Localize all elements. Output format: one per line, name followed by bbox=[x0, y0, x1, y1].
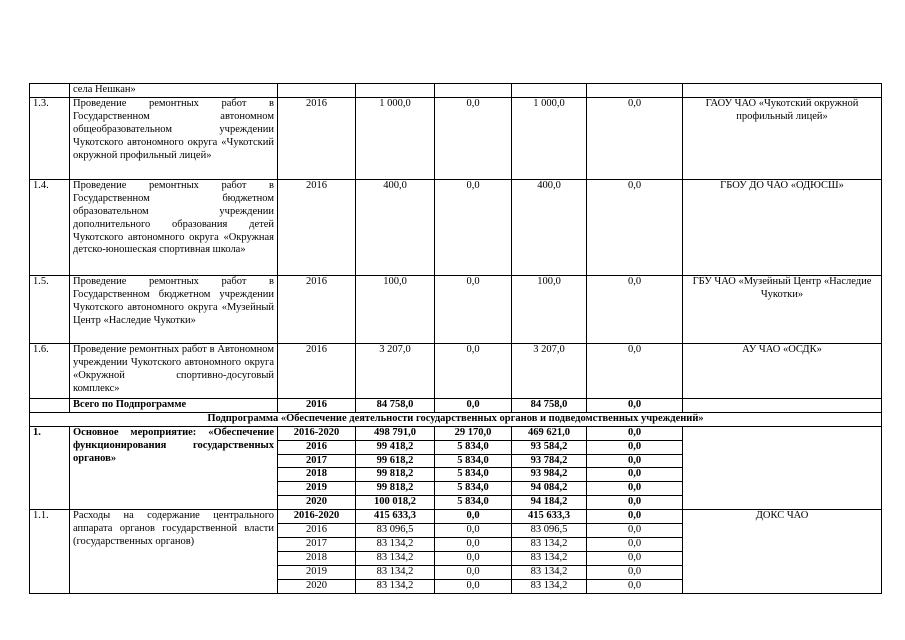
table-row bbox=[30, 97, 882, 179]
block2-regional: 83 134,2 bbox=[512, 579, 587, 593]
block2-other: 0,0 bbox=[587, 551, 683, 565]
row-year: 2016 bbox=[278, 275, 356, 343]
block1-federal: 5 834,0 bbox=[435, 468, 512, 482]
block1-name: Основное мероприятие: «Обеспечение функционирования государственных органов» bbox=[70, 426, 278, 509]
section-header-row bbox=[30, 412, 882, 426]
row-federal bbox=[435, 84, 512, 98]
block2-regional: 83 096,5 bbox=[512, 524, 587, 538]
block2-executor: ДОКС ЧАО bbox=[683, 510, 882, 593]
block2-federal: 0,0 bbox=[435, 510, 512, 524]
block1-total: 498 791,0 bbox=[356, 426, 435, 440]
block2-name: Расходы на содержание центрального аппарата органов государственной власти (государственных органов) bbox=[70, 510, 278, 593]
row-other: 0,0 bbox=[587, 97, 683, 179]
block2-total: 83 096,5 bbox=[356, 524, 435, 538]
row-number: 1.3. bbox=[30, 97, 70, 179]
block2-regional: 83 134,2 bbox=[512, 537, 587, 551]
block1-total: 99 618,2 bbox=[356, 454, 435, 468]
block2-other: 0,0 bbox=[587, 510, 683, 524]
block1-other: 0,0 bbox=[587, 468, 683, 482]
row-executor bbox=[683, 84, 882, 98]
block1-other: 0,0 bbox=[587, 482, 683, 496]
block2-year: 2017 bbox=[278, 537, 356, 551]
row-name: Проведение ремонтных работ в Государственном бюджетном образовательном учреждении дополнительного образования детей Чукотского автономного округа «Окружная детско-юношеская спортивная школа» bbox=[70, 179, 278, 275]
block1-executor bbox=[683, 426, 882, 509]
block1-year: 2016-2020 bbox=[278, 426, 356, 440]
block1-year: 2020 bbox=[278, 496, 356, 510]
program-table bbox=[29, 83, 882, 594]
block2-regional: 415 633,3 bbox=[512, 510, 587, 524]
row-name: Проведение ремонтных работ в Государственном автономном общеобразовательном учреждении Чукотского автономного округа «Чукотский окружной профильный лицей» bbox=[70, 97, 278, 179]
row-regional: 400,0 bbox=[512, 179, 587, 275]
block1-federal: 5 834,0 bbox=[435, 440, 512, 454]
row-federal: 0,0 bbox=[435, 179, 512, 275]
table-row bbox=[30, 179, 882, 275]
row-total: 1 000,0 bbox=[356, 97, 435, 179]
block2-year: 2020 bbox=[278, 579, 356, 593]
row-total: 100,0 bbox=[356, 275, 435, 343]
row-number: 1.5. bbox=[30, 275, 70, 343]
table-row bbox=[30, 275, 882, 343]
block1-total: 99 818,2 bbox=[356, 482, 435, 496]
block2-federal: 0,0 bbox=[435, 565, 512, 579]
block1-year: 2018 bbox=[278, 468, 356, 482]
block1-regional: 93 784,2 bbox=[512, 454, 587, 468]
block1-regional: 94 084,2 bbox=[512, 482, 587, 496]
table-row bbox=[30, 343, 882, 398]
block1-regional: 94 184,2 bbox=[512, 496, 587, 510]
row-year: 2016 bbox=[278, 179, 356, 275]
block2-year: 2016-2020 bbox=[278, 510, 356, 524]
block2-total: 415 633,3 bbox=[356, 510, 435, 524]
block2-other: 0,0 bbox=[587, 537, 683, 551]
row-total: 400,0 bbox=[356, 179, 435, 275]
block1-regional: 93 584,2 bbox=[512, 440, 587, 454]
block1-other: 0,0 bbox=[587, 426, 683, 440]
block2-total: 83 134,2 bbox=[356, 551, 435, 565]
block2-regional: 83 134,2 bbox=[512, 565, 587, 579]
row-other: 0,0 bbox=[587, 179, 683, 275]
row-name: села Нешкан» bbox=[70, 84, 278, 98]
row-other: 0,0 bbox=[587, 343, 683, 398]
block1-row bbox=[30, 426, 882, 440]
block2-total: 83 134,2 bbox=[356, 537, 435, 551]
total-executor bbox=[683, 398, 882, 412]
total-label: Всего по Подпрограмме bbox=[70, 398, 278, 412]
block1-regional: 469 621,0 bbox=[512, 426, 587, 440]
row-number: 1.6. bbox=[30, 343, 70, 398]
block2-federal: 0,0 bbox=[435, 537, 512, 551]
block1-other: 0,0 bbox=[587, 454, 683, 468]
block1-year: 2019 bbox=[278, 482, 356, 496]
row-regional: 3 207,0 bbox=[512, 343, 587, 398]
row-number bbox=[30, 84, 70, 98]
row-regional bbox=[512, 84, 587, 98]
row-name: Проведение ремонтных работ в Автономном учреждении Чукотского автономного округа «Окружной спортивно-досуговый комплекс» bbox=[70, 343, 278, 398]
block1-federal: 29 170,0 bbox=[435, 426, 512, 440]
block1-total: 99 418,2 bbox=[356, 440, 435, 454]
total-federal: 0,0 bbox=[435, 398, 512, 412]
block2-year: 2016 bbox=[278, 524, 356, 538]
row-executor: АУ ЧАО «ОСДК» bbox=[683, 343, 882, 398]
total-other: 0,0 bbox=[587, 398, 683, 412]
block2-federal: 0,0 bbox=[435, 551, 512, 565]
row-regional: 100,0 bbox=[512, 275, 587, 343]
total-number bbox=[30, 398, 70, 412]
block2-federal: 0,0 bbox=[435, 579, 512, 593]
row-name: Проведение ремонтных работ в Государственном бюджетном учреждении Чукотского автономного округа «Музейный Центр «Наследие Чукотки» bbox=[70, 275, 278, 343]
block2-other: 0,0 bbox=[587, 524, 683, 538]
block1-federal: 5 834,0 bbox=[435, 496, 512, 510]
row-federal: 0,0 bbox=[435, 343, 512, 398]
total-year: 2016 bbox=[278, 398, 356, 412]
section-title: Подпрограмма «Обеспечение деятельности государственных органов и подведомственных учреждений» bbox=[30, 412, 882, 426]
block1-year: 2016 bbox=[278, 440, 356, 454]
row-executor: ГБУ ЧАО «Музейный Центр «Наследие Чукотки» bbox=[683, 275, 882, 343]
block1-federal: 5 834,0 bbox=[435, 482, 512, 496]
row-number: 1.4. bbox=[30, 179, 70, 275]
block1-number: 1. bbox=[30, 426, 70, 509]
total-sum: 84 758,0 bbox=[356, 398, 435, 412]
row-federal: 0,0 bbox=[435, 275, 512, 343]
block1-federal: 5 834,0 bbox=[435, 454, 512, 468]
block1-total: 99 818,2 bbox=[356, 468, 435, 482]
row-other bbox=[587, 84, 683, 98]
row-executor: ГАОУ ЧАО «Чукотский окружной профильный лицей» bbox=[683, 97, 882, 179]
block1-year: 2017 bbox=[278, 454, 356, 468]
block2-other: 0,0 bbox=[587, 565, 683, 579]
row-total bbox=[356, 84, 435, 98]
block2-total: 83 134,2 bbox=[356, 579, 435, 593]
block2-regional: 83 134,2 bbox=[512, 551, 587, 565]
row-year bbox=[278, 84, 356, 98]
block2-row bbox=[30, 510, 882, 524]
block1-regional: 93 984,2 bbox=[512, 468, 587, 482]
block2-other: 0,0 bbox=[587, 579, 683, 593]
table-row bbox=[30, 84, 882, 98]
row-other: 0,0 bbox=[587, 275, 683, 343]
row-year: 2016 bbox=[278, 343, 356, 398]
total-row bbox=[30, 398, 882, 412]
block1-other: 0,0 bbox=[587, 496, 683, 510]
row-executor: ГБОУ ДО ЧАО «ОДЮСШ» bbox=[683, 179, 882, 275]
block1-total: 100 018,2 bbox=[356, 496, 435, 510]
block1-other: 0,0 bbox=[587, 440, 683, 454]
row-federal: 0,0 bbox=[435, 97, 512, 179]
block2-federal: 0,0 bbox=[435, 524, 512, 538]
document-page bbox=[29, 83, 882, 594]
block2-year: 2018 bbox=[278, 551, 356, 565]
block2-year: 2019 bbox=[278, 565, 356, 579]
total-regional: 84 758,0 bbox=[512, 398, 587, 412]
block2-number: 1.1. bbox=[30, 510, 70, 593]
row-regional: 1 000,0 bbox=[512, 97, 587, 179]
block2-total: 83 134,2 bbox=[356, 565, 435, 579]
row-total: 3 207,0 bbox=[356, 343, 435, 398]
row-year: 2016 bbox=[278, 97, 356, 179]
